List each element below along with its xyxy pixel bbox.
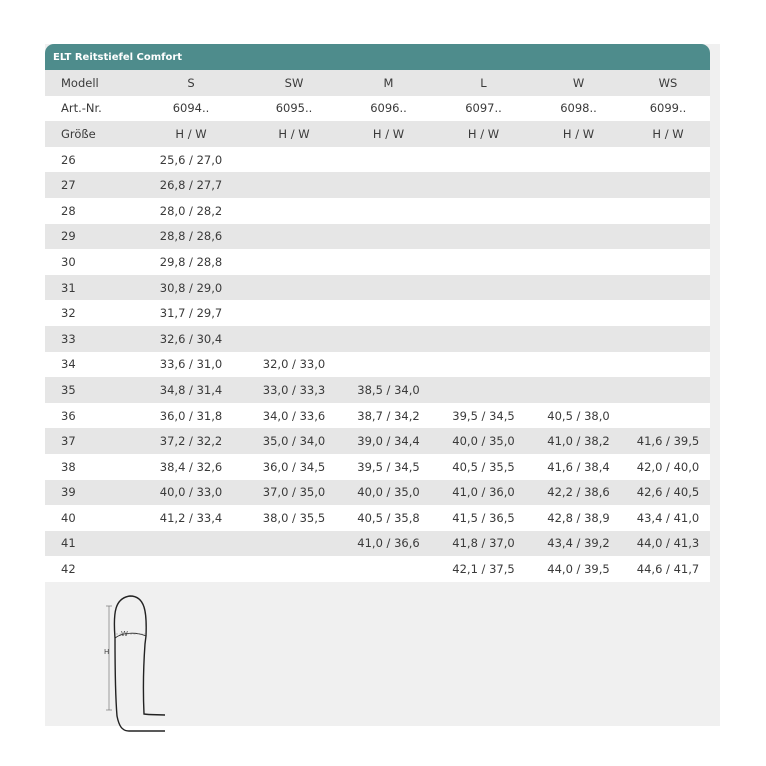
measurement-cell: 28,0 / 28,2 bbox=[159, 203, 223, 218]
table-row bbox=[45, 531, 710, 557]
measurement-cell: 41,6 / 39,5 bbox=[636, 434, 700, 449]
header-cell: SW bbox=[284, 75, 304, 90]
measurement-cell: 33,0 / 33,3 bbox=[262, 382, 326, 397]
header-cell: H / W bbox=[562, 126, 595, 141]
measurement-cell: 41,0 / 36,0 bbox=[452, 485, 515, 500]
header-label: Größe bbox=[61, 126, 96, 141]
header-cell: 6096.. bbox=[370, 101, 407, 116]
measurement-cell: 38,5 / 34,0 bbox=[357, 382, 420, 397]
table-row bbox=[45, 224, 710, 250]
measurement-cell: 26,8 / 27,7 bbox=[159, 178, 223, 193]
header-cell: L bbox=[480, 75, 487, 90]
measurement-cell: 40,5 / 35,5 bbox=[452, 459, 515, 474]
measurement-cell: 37,2 / 32,2 bbox=[159, 434, 223, 449]
measurement-cell: 40,0 / 35,0 bbox=[357, 485, 420, 500]
height-label: H bbox=[104, 648, 110, 656]
measurement-cell: 39,5 / 34,5 bbox=[452, 408, 515, 423]
measurement-cell: 41,0 / 38,2 bbox=[547, 434, 610, 449]
measurement-cell: 42,1 / 37,5 bbox=[452, 562, 515, 577]
size-cell: 42 bbox=[61, 562, 76, 577]
measurement-cell: 36,0 / 34,5 bbox=[262, 459, 326, 474]
header-cell: 6099.. bbox=[649, 101, 687, 116]
size-cell: 38 bbox=[61, 459, 76, 474]
table-row bbox=[45, 428, 710, 454]
measurement-cell: 40,5 / 35,8 bbox=[357, 510, 420, 525]
size-cell: 30 bbox=[61, 254, 76, 269]
size-chart-card bbox=[45, 44, 720, 726]
size-cell: 36 bbox=[61, 408, 76, 423]
table-row bbox=[45, 198, 710, 224]
size-cell: 31 bbox=[61, 280, 76, 295]
size-cell: 27 bbox=[61, 178, 76, 193]
measurement-cell: 33,6 / 31,0 bbox=[159, 357, 223, 372]
table-row bbox=[45, 275, 710, 301]
header-cell: 6094.. bbox=[172, 101, 210, 116]
measurement-cell: 38,4 / 32,6 bbox=[159, 459, 223, 474]
size-cell: 40 bbox=[61, 510, 76, 525]
measurement-cell: 42,2 / 38,6 bbox=[547, 485, 610, 500]
measurement-cell: 34,0 / 33,6 bbox=[262, 408, 326, 423]
size-cell: 26 bbox=[61, 152, 76, 167]
measurement-cell: 31,7 / 29,7 bbox=[159, 306, 223, 321]
measurement-cell: 41,8 / 37,0 bbox=[452, 536, 515, 551]
table-header-row bbox=[45, 70, 710, 96]
table-row bbox=[45, 556, 710, 582]
header-label: Art.-Nr. bbox=[61, 101, 102, 116]
table-row bbox=[45, 249, 710, 275]
table-header-row bbox=[45, 96, 710, 122]
measurement-cell: 41,6 / 38,4 bbox=[547, 459, 610, 474]
measurement-cell: 35,0 / 34,0 bbox=[262, 434, 326, 449]
table-row bbox=[45, 480, 710, 506]
measurement-cell: 44,6 / 41,7 bbox=[636, 562, 700, 577]
table-title: ELT Reitstiefel Comfort bbox=[45, 44, 710, 70]
size-cell: 41 bbox=[61, 536, 76, 551]
size-cell: 29 bbox=[61, 229, 76, 244]
header-label: Modell bbox=[61, 75, 99, 90]
measurement-cell: 29,8 / 28,8 bbox=[159, 254, 223, 269]
size-cell: 34 bbox=[61, 357, 76, 372]
header-cell: 6097.. bbox=[465, 101, 502, 116]
measurement-cell: 34,8 / 31,4 bbox=[159, 382, 223, 397]
measurement-cell: 32,6 / 30,4 bbox=[159, 331, 223, 346]
measurement-cell: 42,6 / 40,5 bbox=[636, 485, 700, 500]
measurement-cell: 39,0 / 34,4 bbox=[357, 434, 420, 449]
size-cell: 28 bbox=[61, 203, 76, 218]
measurement-cell: 38,7 / 34,2 bbox=[357, 408, 420, 423]
header-cell: 6095.. bbox=[275, 101, 313, 116]
table-row bbox=[45, 454, 710, 480]
size-cell: 35 bbox=[61, 382, 76, 397]
measurement-cell: 38,0 / 35,5 bbox=[262, 510, 326, 525]
header-cell: H / W bbox=[175, 126, 207, 141]
measurement-cell: 39,5 / 34,5 bbox=[357, 459, 420, 474]
table-row bbox=[45, 505, 710, 531]
size-cell: 33 bbox=[61, 331, 76, 346]
table-row bbox=[45, 352, 710, 378]
width-label: W bbox=[121, 630, 128, 638]
table-row bbox=[45, 147, 710, 173]
size-cell: 32 bbox=[61, 306, 76, 321]
header-cell: WS bbox=[658, 75, 678, 90]
measurement-cell: 42,0 / 40,0 bbox=[636, 459, 700, 474]
measurement-cell: 44,0 / 39,5 bbox=[547, 562, 610, 577]
measurement-cell: 28,8 / 28,6 bbox=[159, 229, 223, 244]
header-cell: W bbox=[572, 75, 585, 90]
measurement-cell: 41,2 / 33,4 bbox=[159, 510, 223, 525]
measurement-cell: 42,8 / 38,9 bbox=[547, 510, 610, 525]
header-cell: M bbox=[383, 75, 394, 90]
table-row bbox=[45, 172, 710, 198]
measurement-cell: 43,4 / 41,0 bbox=[636, 510, 700, 525]
size-cell: 37 bbox=[61, 434, 76, 449]
table-row bbox=[45, 403, 710, 429]
table-row bbox=[45, 326, 710, 352]
header-cell: H / W bbox=[372, 126, 405, 141]
measurement-cell: 30,8 / 29,0 bbox=[159, 280, 223, 295]
header-cell: S bbox=[187, 75, 195, 90]
measurement-cell: 41,5 / 36,5 bbox=[452, 510, 515, 525]
measurement-cell: 41,0 / 36,6 bbox=[357, 536, 420, 551]
measurement-cell: 37,0 / 35,0 bbox=[262, 485, 326, 500]
measurement-cell: 25,6 / 27,0 bbox=[159, 152, 223, 167]
table-header-row bbox=[45, 121, 710, 147]
measurement-cell: 40,0 / 33,0 bbox=[159, 485, 223, 500]
measurement-cell: 40,5 / 38,0 bbox=[547, 408, 610, 423]
boot-measurement-diagram bbox=[75, 592, 165, 734]
measurement-cell: 43,4 / 39,2 bbox=[547, 536, 610, 551]
measurement-cell: 40,0 / 35,0 bbox=[452, 434, 515, 449]
measurement-cell: 44,0 / 41,3 bbox=[636, 536, 700, 551]
table-row bbox=[45, 377, 710, 403]
size-table bbox=[45, 70, 710, 582]
measurement-cell: 36,0 / 31,8 bbox=[159, 408, 223, 423]
measurement-cell: 32,0 / 33,0 bbox=[262, 357, 326, 372]
header-cell: 6098.. bbox=[560, 101, 597, 116]
table-row bbox=[45, 300, 710, 326]
boot-outline bbox=[114, 596, 165, 731]
header-cell: H / W bbox=[652, 126, 684, 141]
size-cell: 39 bbox=[61, 485, 76, 500]
header-cell: H / W bbox=[278, 126, 310, 141]
header-cell: H / W bbox=[467, 126, 500, 141]
